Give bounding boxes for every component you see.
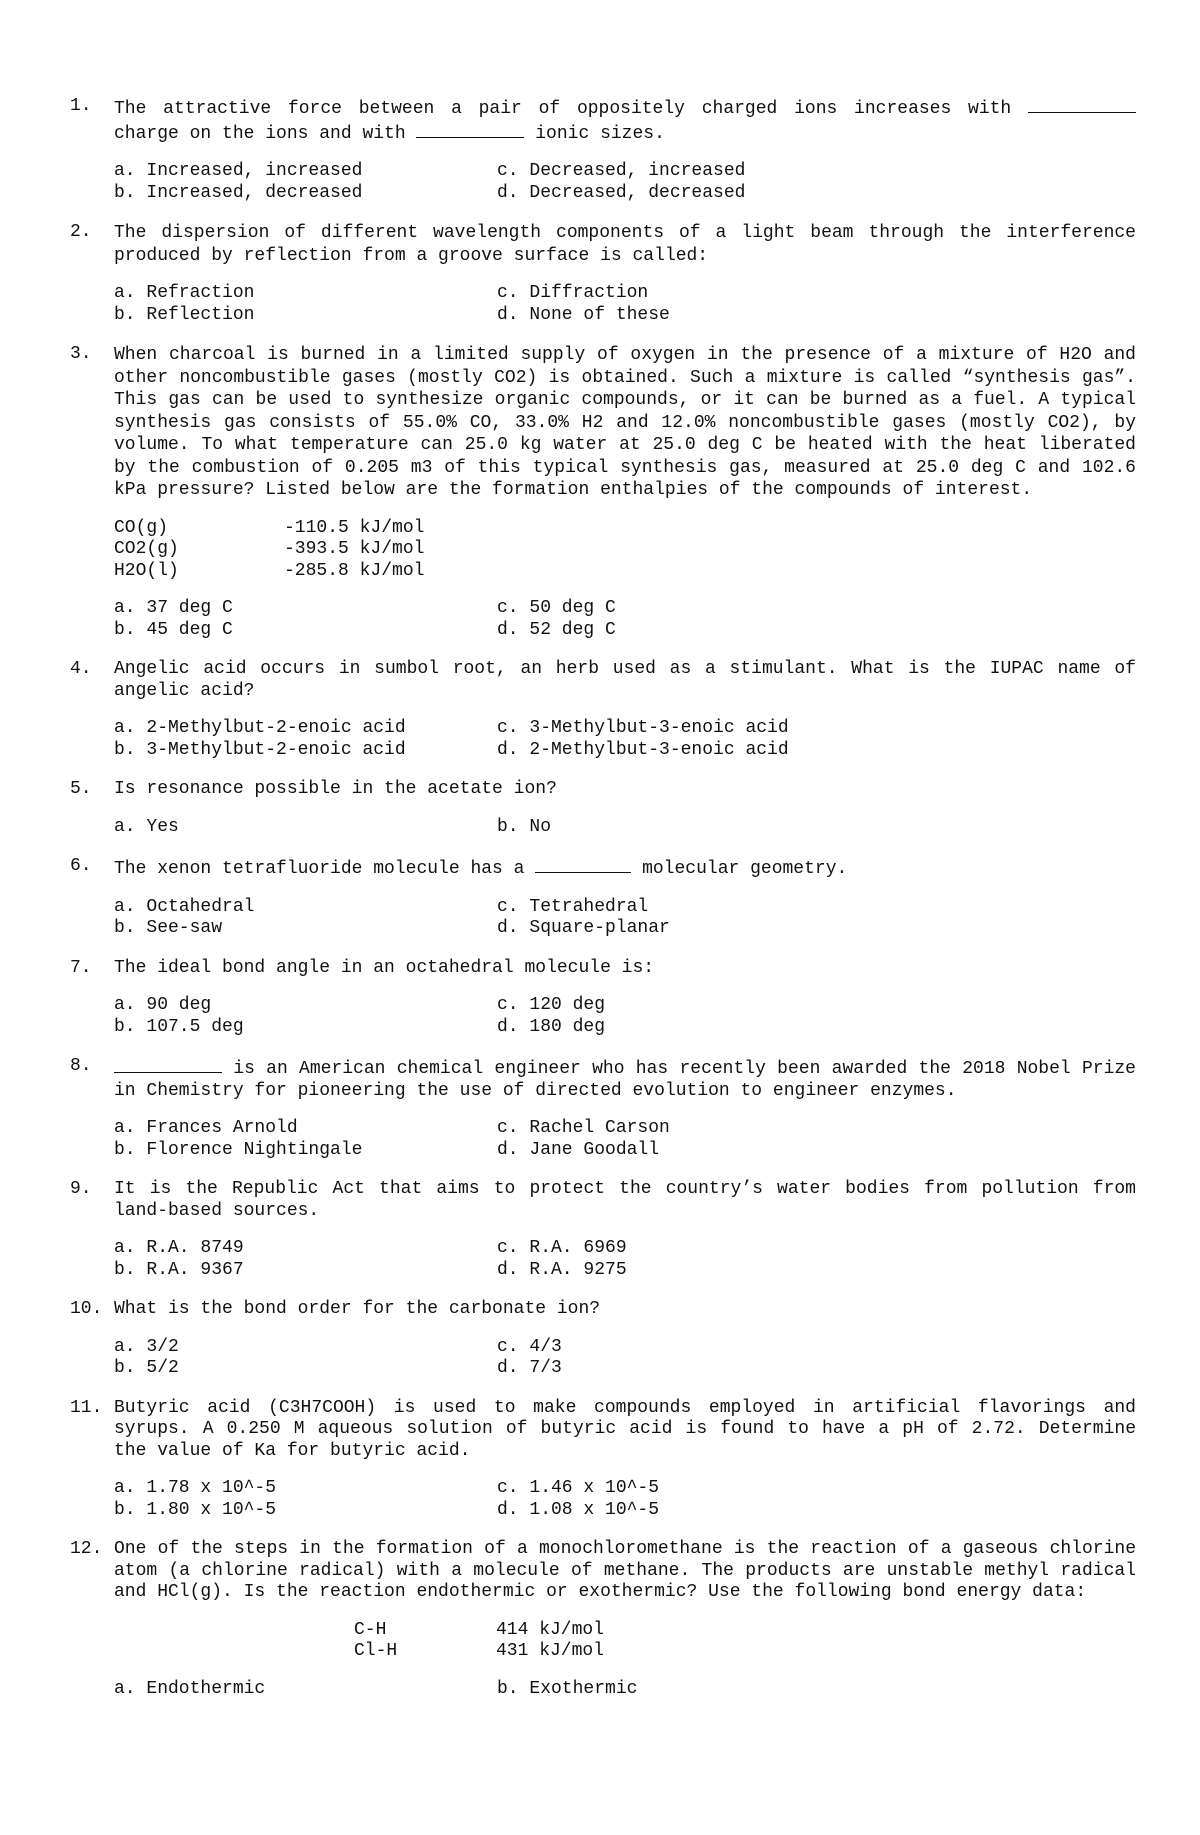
question-number: 8. — [70, 1056, 92, 1076]
choice-d[interactable]: d. 7/3 — [497, 1358, 562, 1378]
choice-list — [114, 817, 1136, 839]
enthalpy-value: -285.8 kJ/mol — [284, 560, 425, 581]
question-text-part: charge on the ions and with — [114, 123, 417, 144]
choice-a[interactable]: a. 2-Methylbut-2-enoic acid — [114, 718, 406, 738]
choice-a[interactable]: a. Yes — [114, 816, 179, 837]
question-text: What is the bond order for the carbonate ion? — [114, 1299, 601, 1319]
choice-b[interactable]: b. Reflection — [114, 304, 255, 325]
enthalpy-value: -110.5 kJ/mol — [284, 517, 425, 538]
choice-c[interactable]: c. Rachel Carson — [497, 1118, 670, 1138]
question-text-part: The attractive force between a pair of oppositely charged ions increases with — [114, 99, 1028, 119]
choice-list — [114, 718, 1136, 761]
question-text — [114, 856, 1136, 881]
question-number: 10. — [70, 1299, 103, 1319]
choice-b[interactable]: b. 45 deg C — [114, 619, 233, 640]
answer-blank — [1028, 96, 1136, 113]
exam-page — [70, 96, 1136, 1718]
choice-c[interactable]: c. 1.46 x 10^-5 — [497, 1478, 660, 1498]
choice-list — [114, 598, 1136, 641]
question-number: 3. — [70, 344, 92, 364]
choice-list — [114, 1238, 1136, 1281]
choice-d[interactable]: d. 2-Methylbut-3-enoic acid — [497, 739, 789, 760]
choice-d[interactable]: d. 1.08 x 10^-5 — [497, 1499, 660, 1520]
question-number: 6. — [70, 856, 92, 876]
question-text-part: ionic sizes. — [524, 123, 665, 144]
choice-list — [114, 1478, 1136, 1521]
answer-blank — [114, 1056, 222, 1073]
question-number: 4. — [70, 659, 92, 679]
enthalpy-table — [114, 518, 1136, 583]
question-text: The ideal bond angle in an octahedral molecule is: — [114, 957, 655, 978]
question-number: 9. — [70, 1179, 92, 1199]
question-text-part: The xenon tetrafluoride molecule has a — [114, 859, 536, 879]
choice-a[interactable]: a. R.A. 8749 — [114, 1238, 244, 1258]
choice-list — [114, 283, 1136, 326]
choice-d[interactable]: d. Square-planar — [497, 918, 670, 938]
question-text: One of the steps in the formation of a monochloromethane is the reaction of a gaseous chlorine atom (a chlorine radical) with a molecule of methane. The products are unstable methyl radical and HCl(g). Is the reaction endothermic or exothermic? Use the following bond energy data: — [114, 1539, 1136, 1602]
question-text — [114, 1056, 1136, 1102]
choice-a[interactable]: a. Increased, increased — [114, 161, 363, 181]
question-5 — [70, 779, 1136, 838]
question-text: Angelic acid occurs in sumbol root, an herb used as a stimulant. What is the IUPAC name of angelic acid? — [114, 659, 1136, 701]
choice-a[interactable]: a. 37 deg C — [114, 598, 233, 618]
choice-b[interactable]: b. Exothermic — [497, 1678, 638, 1699]
choice-c[interactable]: c. 50 deg C — [497, 598, 616, 618]
question-text: Is resonance possible in the acetate ion? — [114, 779, 557, 799]
choice-d[interactable]: d. None of these — [497, 304, 670, 325]
choice-b[interactable]: b. 1.80 x 10^-5 — [114, 1499, 277, 1520]
enthalpy-value: -393.5 kJ/mol — [284, 539, 425, 559]
choice-c[interactable]: c. Diffraction — [497, 283, 649, 303]
question-1 — [70, 96, 1136, 204]
question-7 — [70, 958, 1136, 1039]
choice-a[interactable]: a. 90 deg — [114, 995, 212, 1015]
choice-b[interactable]: b. 3-Methylbut-2-enoic acid — [114, 739, 406, 760]
choice-list — [114, 1118, 1136, 1161]
choice-c[interactable]: c. 3-Methylbut-3-enoic acid — [497, 718, 789, 738]
question-6 — [70, 856, 1136, 940]
compound-name: H2O(l) — [114, 560, 179, 581]
question-8 — [70, 1056, 1136, 1161]
question-text: It is the Republic Act that aims to protect the country’s water bodies from pollution from land-based sources. — [114, 1179, 1136, 1221]
question-text: Butyric acid (C3H7COOH) is used to make compounds employed in artificial flavorings and syrups. A 0.250 M aqueous solution of butyric acid is found to have a pH of 2.72. Determine the value of Ka for butyric acid. — [114, 1397, 1136, 1461]
compound-name: CO(g) — [114, 517, 169, 538]
choice-c[interactable]: c. Tetrahedral — [497, 896, 649, 917]
answer-blank — [535, 856, 631, 873]
choice-a[interactable]: a. 3/2 — [114, 1336, 179, 1357]
bond-energy-table — [354, 1620, 1136, 1663]
choice-c[interactable]: c. 120 deg — [497, 995, 606, 1015]
choice-d[interactable]: d. 52 deg C — [497, 619, 616, 640]
question-2 — [70, 222, 1136, 326]
question-text: When charcoal is burned in a limited supply of oxygen in the presence of a mixture of H2O and other noncombustible gases (mostly CO2) is obtained. Such a mixture is called “synthesis gas”. This gas can be used to synthesize organic compounds, or it can be burned as a fuel. A typical synthesis gas consists of 55.0% CO, 33.0% H2 and 12.0% noncombustible gases (mostly CO2), by volume. To what temperature can 25.0 kg water at 25.0 deg C be heated with the heat liberated by the combustion of 0.205 m3 of this typical synthesis gas, measured at 25.0 deg C and 102.6 kPa pressure? Listed below are the formation enthalpies of the compounds of interest. — [114, 345, 1136, 500]
bond-name: Cl-H — [354, 1641, 398, 1661]
choice-b[interactable]: b. 107.5 deg — [114, 1016, 244, 1037]
compound-name: CO2(g) — [114, 539, 179, 559]
bond-energy-value: 414 kJ/mol — [496, 1619, 605, 1640]
question-10 — [70, 1299, 1136, 1380]
choice-c[interactable]: c. R.A. 6969 — [497, 1238, 627, 1258]
choice-b[interactable]: b. See-saw — [114, 918, 223, 938]
bond-energy-value: 431 kJ/mol — [496, 1641, 605, 1661]
question-11 — [70, 1398, 1136, 1522]
question-text-part: is an American chemical engineer who has recently been awarded the 2018 Nobel Prize in Chemistry for pioneering the use of directed evolution to engineer enzymes. — [114, 1059, 1136, 1101]
answer-blank — [416, 121, 524, 138]
question-3 — [70, 344, 1136, 641]
choice-a[interactable]: a. Refraction — [114, 283, 255, 303]
question-number: 5. — [70, 779, 92, 799]
choice-list — [114, 897, 1136, 940]
choice-a[interactable]: a. 1.78 x 10^-5 — [114, 1478, 277, 1498]
choice-a[interactable]: a. Octahedral — [114, 896, 255, 917]
choice-d[interactable]: d. 180 deg — [497, 1016, 606, 1037]
choice-b[interactable]: b. R.A. 9367 — [114, 1259, 244, 1280]
question-12 — [70, 1539, 1136, 1700]
question-number: 12. — [70, 1539, 103, 1559]
choice-d[interactable]: d. Decreased, decreased — [497, 182, 746, 203]
choice-a[interactable]: a. Frances Arnold — [114, 1118, 298, 1138]
question-text: The dispersion of different wavelength components of a light beam through the interference produced by reflection from a groove surface is called: — [114, 223, 1136, 266]
choice-list — [114, 995, 1136, 1038]
question-number: 11. — [70, 1397, 103, 1418]
question-text — [114, 96, 1136, 145]
choice-b[interactable]: b. Increased, decreased — [114, 182, 363, 203]
question-number: 1. — [70, 96, 92, 116]
question-9 — [70, 1179, 1136, 1281]
choice-d[interactable]: d. R.A. 9275 — [497, 1259, 627, 1280]
choice-d[interactable]: d. Jane Goodall — [497, 1139, 660, 1160]
choice-b[interactable]: b. No — [497, 816, 552, 837]
choice-c[interactable]: c. 4/3 — [497, 1336, 562, 1357]
choice-list — [114, 1679, 1136, 1701]
question-text-part: molecular geometry. — [631, 859, 848, 879]
question-number: 2. — [70, 222, 92, 242]
choice-c[interactable]: c. Decreased, increased — [497, 161, 746, 181]
question-number: 7. — [70, 957, 92, 978]
question-4 — [70, 659, 1136, 761]
choice-b[interactable]: b. Florence Nightingale — [114, 1139, 363, 1160]
bond-name: C-H — [354, 1619, 387, 1640]
choice-a[interactable]: a. Endothermic — [114, 1678, 266, 1699]
choice-b[interactable]: b. 5/2 — [114, 1358, 179, 1378]
choice-list — [114, 161, 1136, 204]
choice-list — [114, 1337, 1136, 1380]
